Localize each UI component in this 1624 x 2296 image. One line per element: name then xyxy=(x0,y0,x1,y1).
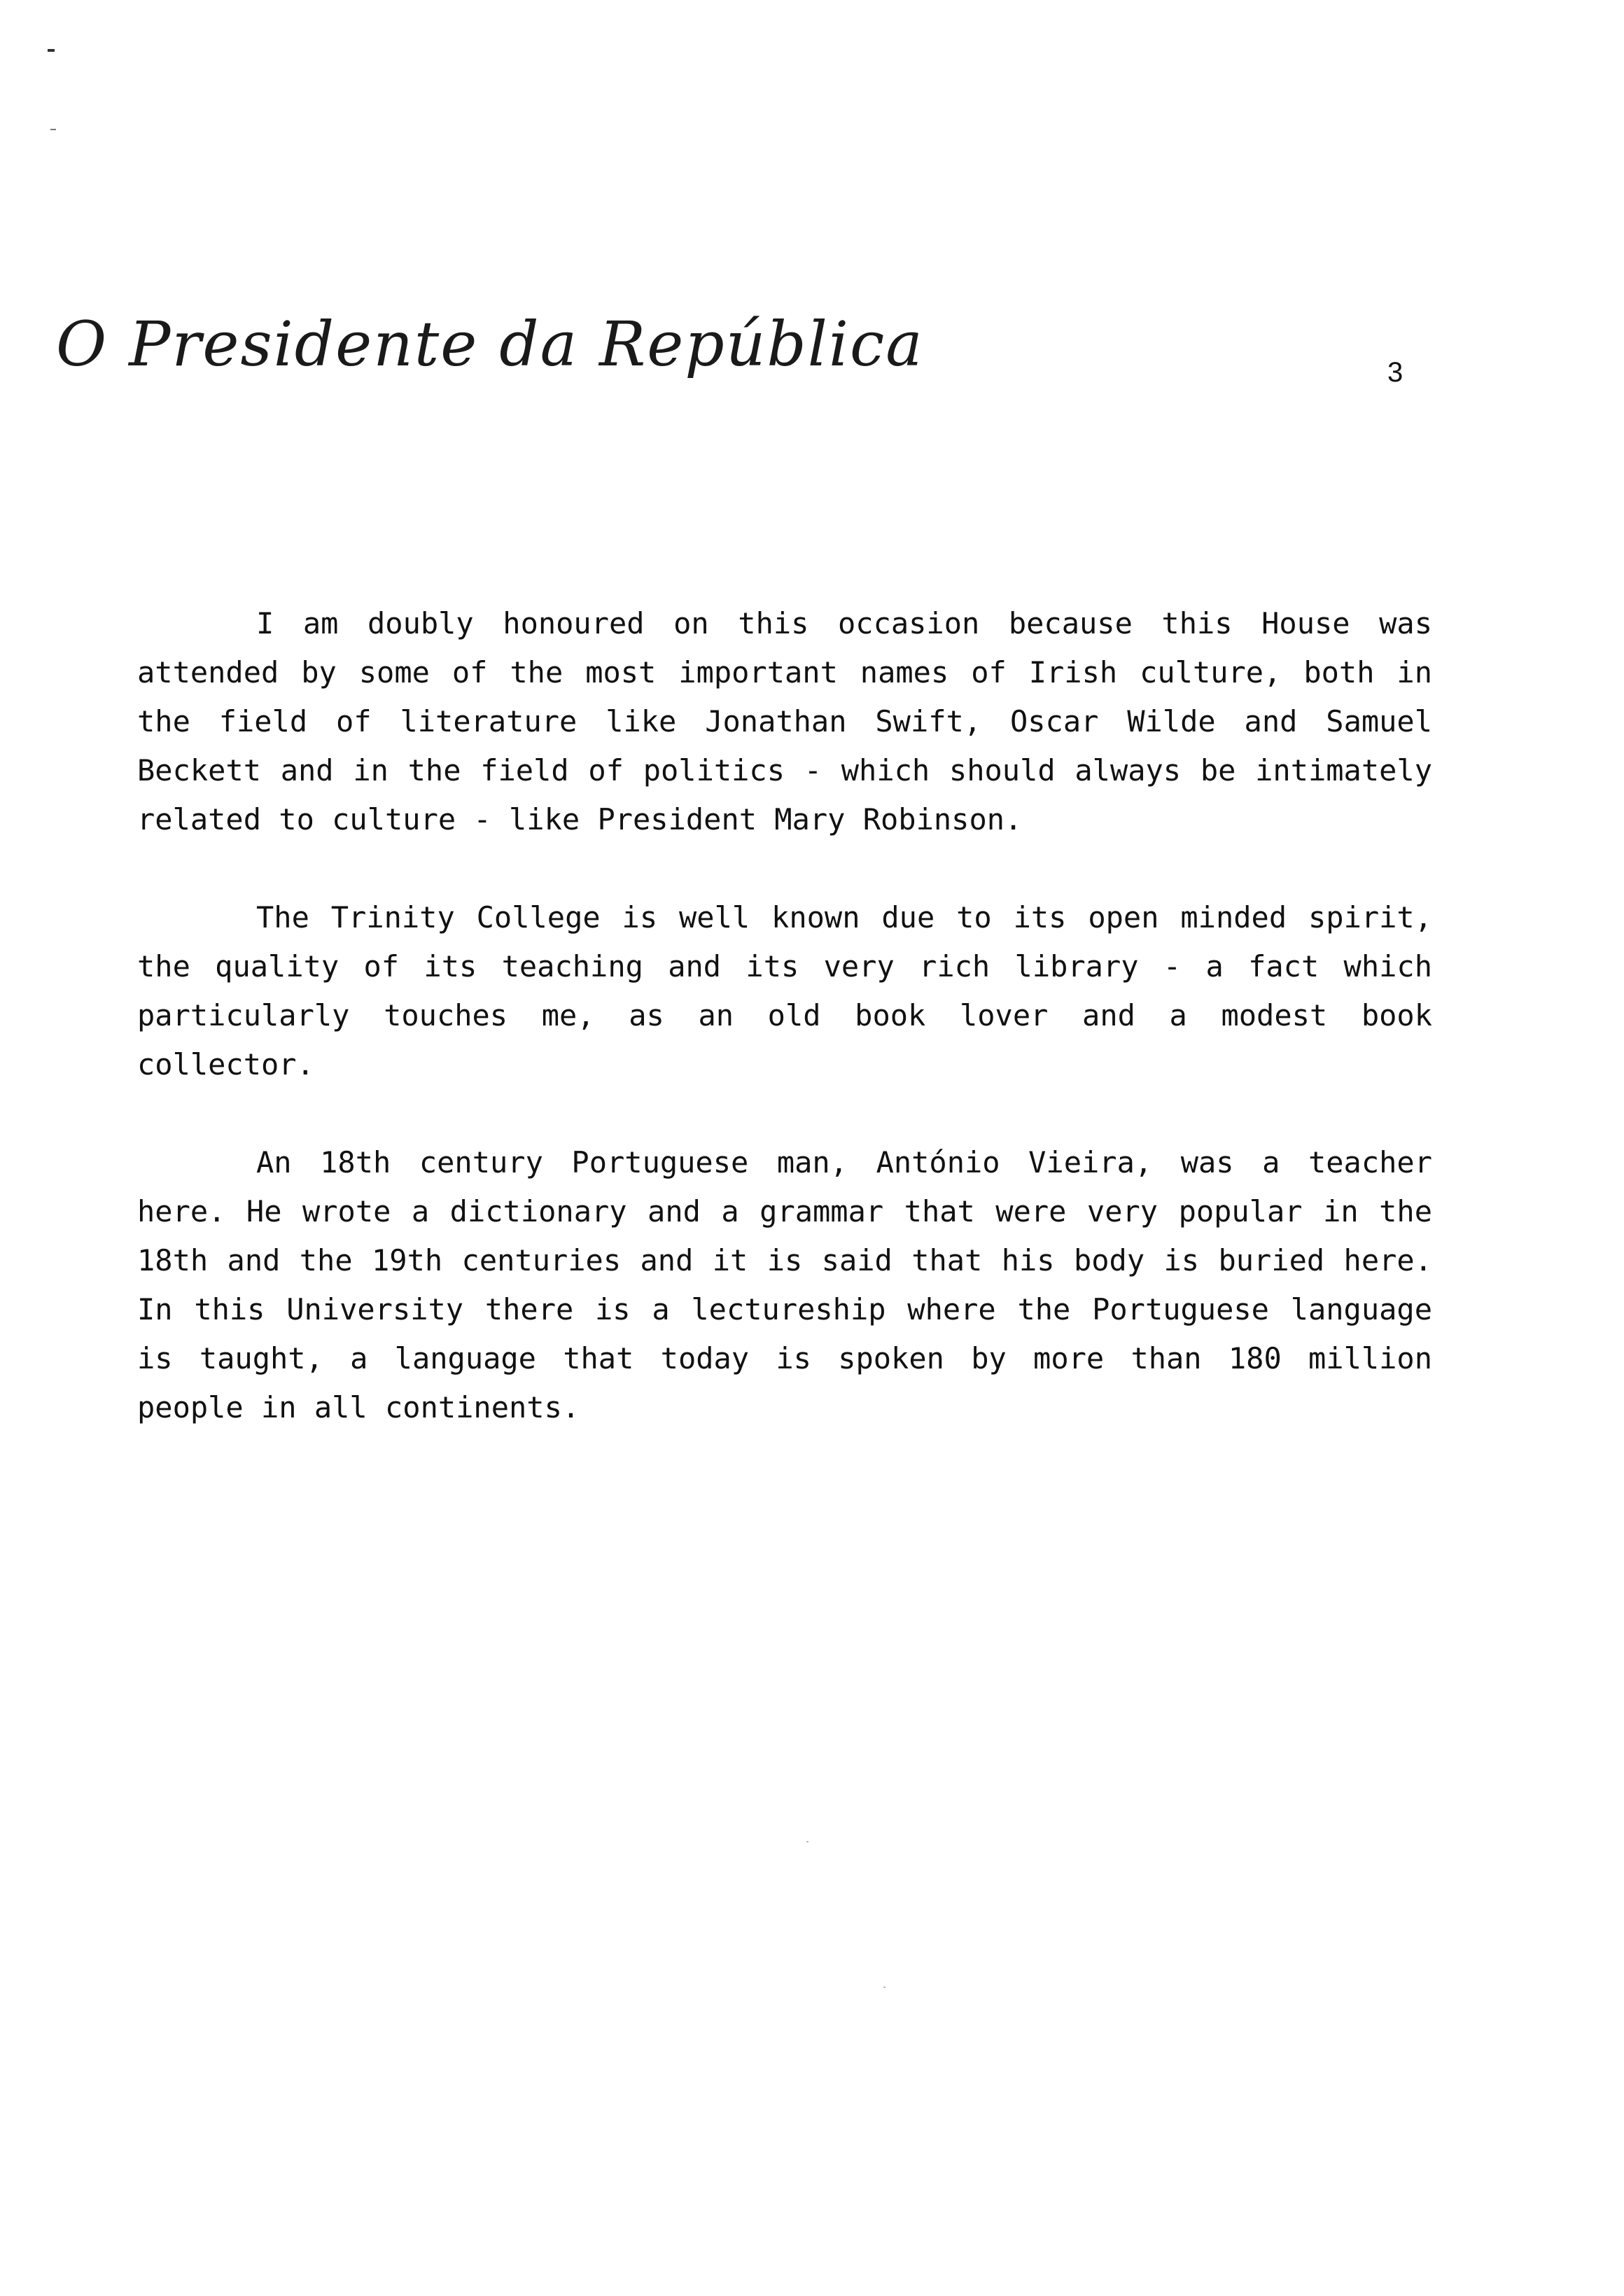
paragraph: I am doubly honoured on this occasion because this House was attended by some of the most important names of Irish culture, both in the field of literature like Jonathan Swift, Oscar Wilde and Samuel Beckett and in the field of politics - which should always be intimately related to culture - like President Mary Robinson. xyxy=(137,606,1432,836)
scan-speck xyxy=(806,1841,808,1842)
document-body xyxy=(137,599,1432,1432)
paragraph: The Trinity College is well known due to its open minded spirit, the quality of its teaching and its very rich library - a fact which particularly touches me, as an old book lover and a modest book collector. xyxy=(137,900,1432,1082)
scan-speck xyxy=(50,129,56,130)
scan-speck xyxy=(48,49,55,52)
scan-speck xyxy=(883,1987,886,1988)
paragraph: An 18th century Portuguese man, António Vieira, was a teacher here. He wrote a dictionary and a grammar that were very popular in the 18th and the 19th centuries and it is said that his body is buried here. In this University there is a lectureship where the Portuguese language is taught, a language that today is spoken by more than 180 million people in all continents. xyxy=(137,1145,1432,1424)
page-number: 3 xyxy=(1387,357,1404,388)
letterhead: O Presidente da República xyxy=(56,308,924,380)
